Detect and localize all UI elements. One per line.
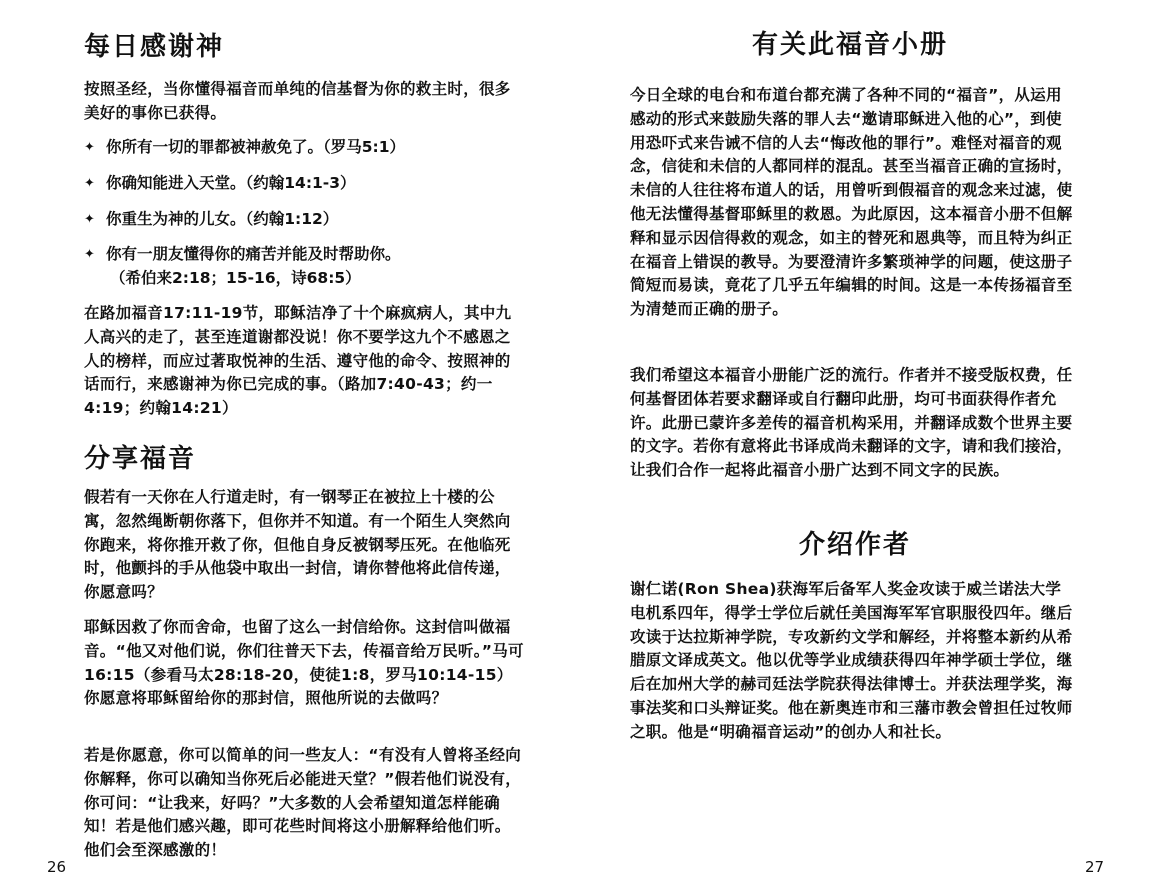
heading-share: 分享福音	[84, 444, 197, 474]
bullet-reference: （希伯来2:18；15-16，诗68:5）	[110, 269, 361, 288]
page-number-right: 27	[1085, 858, 1105, 876]
list-item	[84, 172, 524, 196]
list-item	[84, 208, 524, 232]
bullet-star-icon: ✦	[84, 140, 95, 155]
bullet-star-icon: ✦	[84, 211, 95, 227]
share-paragraph-2: 耶稣因救了你而舍命，也留了这么一封信给你。这封信叫做福音。“他又对他们说，你们往普天下去，传福音给万民听。”马可16:15（参看马太28:18-20，使徒1:8，罗马10:14-15）你愿意将耶稣留给你的那封信，照他所说的去做吗？	[84, 618, 524, 708]
page-number-left: 26	[47, 858, 67, 876]
thanks-bullet-list	[84, 136, 524, 303]
bullet-star-icon: ✦	[84, 175, 95, 191]
about-paragraph-1: 今日全球的电台和布道台都充满了各种不同的“福音”，从运用感动的形式来鼓励失落的罪人去“邀请耶稣进入他的心”，到使用恐吓式来告诫不信的人去“悔改他的罪行”。难怪对福音的观念，信徒和未信的人都同样的混乱。甚至当福音正确的宣扬时，未信的人往往将布道人的话，用曾听到假福音的观念来过滤，使他无法懂得基督耶稣里的救恩。为此原因，这本福音小册不但解释和显示因信得救的观念，如主的替死和恩典等，而且特为纠正在福音上错误的教导。为要澄清许多繁琐神学的问题，使这册子简短而易读，竟花了几乎五年编辑的时间。这是一本传扬福音至为清楚而正确的册子。	[630, 86, 1073, 319]
bullet-text: 你所有一切的罪都被神赦免了。（罗马5:1）	[106, 138, 406, 156]
heading-author: 介绍作者	[799, 530, 912, 560]
share-paragraph-1: 假若有一天你在人行道走时，有一钢琴正在被拉上十楼的公寓，忽然绳断朝你落下，但你并不知道。有一个陌生人突然向你跑来，将你推开救了你，但他自身反被钢琴压死。在他临死时，他颤抖的手从他袋中取出一封信，请你替他将此信传递，你愿意吗？	[84, 488, 511, 602]
heading-about: 有关此福音小册	[752, 30, 949, 60]
list-item	[84, 136, 524, 160]
thanks-paragraph: 在路加福音17:11-19节，耶稣洁净了十个麻疯病人，其中九人高兴的走了，甚至连道谢都没说！你不要学这九个不感恩之人的榜样，而应过著取悦神的生活、遵守他的命令、按照神的话而行，来感谢神为你已完成的事。（路加7:40-43；约一4:19；约翰14:21）	[84, 304, 512, 418]
right-page	[577, 0, 1155, 892]
thanks-intro: 按照圣经，当你懂得福音而单纯的信基督为你的救主时，很多美好的事你已获得。	[84, 80, 511, 122]
bullet-text: 你确知能进入天堂。（约翰14:1-3）	[106, 173, 356, 192]
left-page	[0, 0, 577, 892]
about-paragraph-2: 我们希望这本福音小册能广泛的流行。作者并不接受版权费，任何基督团体若要求翻译或自行翻印此册，均可书面获得作者允许。此册已蒙许多差传的福音机构采用，并翻译成数个世界主要的文字。若你有意将此书译成尚未翻译的文字，请和我们接洽，让我们合作一起将此福音小册广达到不同文字的民族。	[630, 366, 1073, 480]
bullet-text: 你重生为神的儿女。（约翰1:12）	[106, 209, 339, 228]
list-item	[84, 243, 524, 291]
heading-thanks: 每日感谢神	[84, 32, 225, 62]
bullet-star-icon: ✦	[84, 247, 95, 263]
share-paragraph-3: 若是你愿意，你可以简单的问一些友人：“有没有人曾将圣经向你解释，你可以确知当你死后必能进天堂？”假若他们说没有，你可问：“让我来，好吗？”大多数的人会希望知道怎样能确知！若是他们感兴趣，即可花些时间将这小册解释给他们听。他们会至深感激的！	[84, 746, 522, 860]
author-paragraph: 谢仁诺(Ron Shea)获海军后备军人奖金攻读于威兰诺法大学电机系四年，得学士学位后就任美国海军军官职服役四年。继后攻读于达拉斯神学院，专攻新约文学和解经，并将整本新约从希腊原文译成英文。他以优等学业成绩获得四年神学硕士学位，继后在加州大学的赫司廷法学院获得法律博士。并获法理学奖，海事法奖和口头辩证奖。他在新奥连市和三藩市教会曾担任过牧师之职。他是“明确福音运动”的创办人和社长。	[630, 580, 1073, 741]
bullet-text: 你有一朋友懂得你的痛苦并能及时帮助你。	[106, 245, 401, 264]
